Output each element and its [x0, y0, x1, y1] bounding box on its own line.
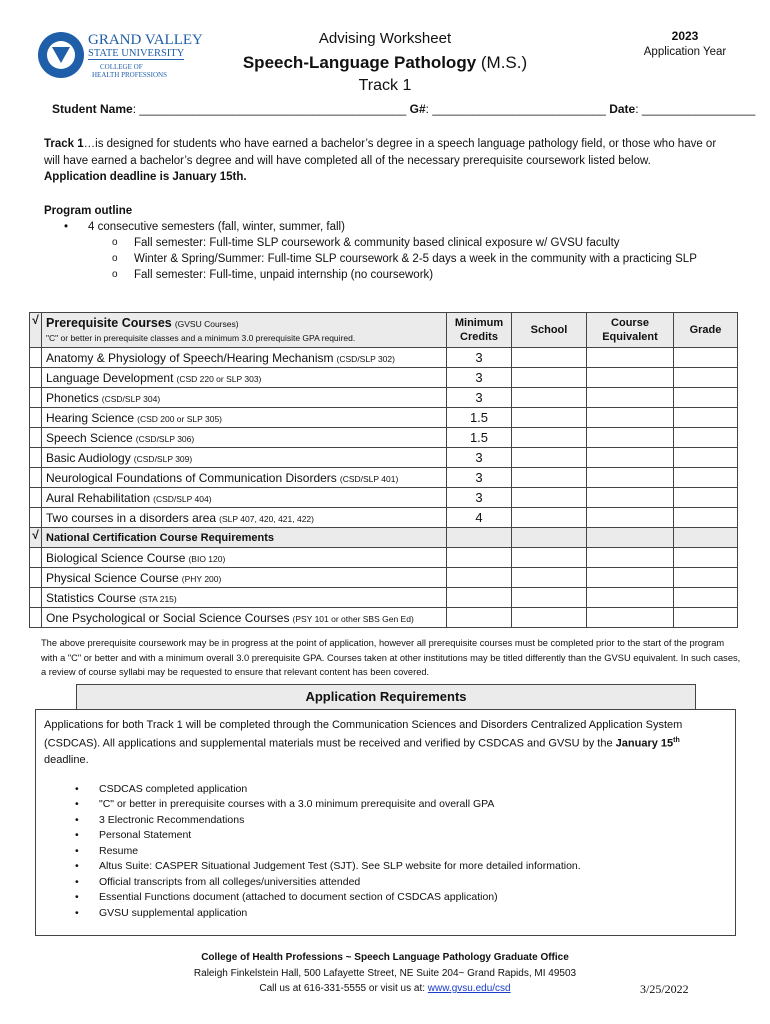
- student-name-label: Student Name: [52, 102, 133, 116]
- entry-cell[interactable]: [674, 348, 738, 368]
- entry-cell[interactable]: [587, 368, 674, 388]
- entry-cell[interactable]: [674, 548, 738, 568]
- cell: [674, 528, 738, 548]
- check-cell[interactable]: [30, 448, 42, 468]
- entry-cell[interactable]: [587, 448, 674, 468]
- course-name: [42, 508, 447, 528]
- entry-cell[interactable]: [587, 588, 674, 608]
- course-code: (CSD 200 or SLP 305): [137, 413, 223, 424]
- table-row: [30, 588, 738, 608]
- deadline-note: Application deadline is January 15th.: [44, 171, 247, 183]
- check-cell[interactable]: [30, 488, 42, 508]
- min-credits: 1.5: [447, 428, 512, 448]
- entry-cell[interactable]: [512, 448, 587, 468]
- course-title: Physical Science Course: [46, 570, 179, 585]
- check-cell[interactable]: [30, 408, 42, 428]
- entry-cell[interactable]: [674, 568, 738, 588]
- g-number-field[interactable]: : __________________________: [425, 102, 606, 116]
- requirement-item: • Resume: [99, 844, 727, 860]
- course-code: (PSY 101 or other SBS Gen Ed): [292, 613, 414, 624]
- course-title: Two courses in a disorders area: [46, 510, 217, 525]
- student-info-line: [52, 102, 755, 116]
- application-requirements-box: [35, 709, 736, 936]
- check-cell[interactable]: [30, 348, 42, 368]
- logo-text: GRAND VALLEY: [88, 32, 203, 48]
- min-credits: 3: [447, 448, 512, 468]
- equivalent-header: Course Equivalent: [587, 313, 674, 348]
- entry-cell[interactable]: [512, 408, 587, 428]
- check-cell[interactable]: [30, 428, 42, 448]
- entry-cell[interactable]: [587, 488, 674, 508]
- logo-text: COLLEGE OF: [100, 63, 143, 71]
- entry-cell[interactable]: [674, 428, 738, 448]
- entry-cell[interactable]: [587, 508, 674, 528]
- course-code: (BIO 120): [188, 553, 226, 564]
- national-section-title: National Certification Course Requirements: [42, 528, 447, 548]
- footer-call: Call us at 616-331-5555 or visit us at:: [259, 983, 428, 994]
- course-code: (CSD 220 or SLP 303): [176, 373, 262, 384]
- min-credits: 3: [447, 368, 512, 388]
- requirement-item: • Personal Statement: [99, 828, 727, 844]
- check-cell[interactable]: [30, 368, 42, 388]
- course-name: [42, 348, 447, 368]
- entry-cell[interactable]: [587, 348, 674, 368]
- csd-website-link[interactable]: www.gvsu.edu/csd: [427, 983, 511, 994]
- requirement-item: • Altus Suite: CASPER Situational Judgement Test (SJT). See SLP website for more detailed information.: [99, 859, 727, 875]
- entry-cell[interactable]: [674, 408, 738, 428]
- prereq-subnote: "C" or better in prerequisite classes and a minimum 3.0 prerequisite GPA required.: [46, 332, 356, 343]
- outline-sub-item: o Fall semester: Full-time SLP coursework & community based clinical exposure w/ GVSU faculty: [134, 235, 697, 251]
- course-title: Basic Audiology: [46, 450, 131, 465]
- worksheet-subtitle: Advising Worksheet: [318, 30, 452, 47]
- course-table: [29, 312, 738, 628]
- program-outline: [44, 203, 697, 283]
- course-code: (CSD/SLP 404): [153, 493, 212, 504]
- track-label: Track 1: [358, 77, 412, 94]
- min-credits[interactable]: [447, 588, 512, 608]
- check-cell[interactable]: [30, 468, 42, 488]
- entry-cell[interactable]: [587, 548, 674, 568]
- g-number-label: G#: [409, 102, 426, 116]
- min-credits: 3: [447, 348, 512, 368]
- course-title: Biological Science Course: [46, 550, 186, 565]
- logo-text: STATE UNIVERSITY: [88, 48, 185, 59]
- course-name: [42, 408, 447, 428]
- min-credits: 3: [447, 388, 512, 408]
- requirement-item: • Official transcripts from all colleges/universities attended: [99, 875, 727, 891]
- requirement-item: • GVSU supplemental application: [99, 906, 727, 922]
- table-row: [30, 428, 738, 448]
- course-title: Aural Rehabilitation: [46, 490, 151, 505]
- school-header: School: [512, 313, 587, 348]
- course-code: (PHY 200): [181, 573, 222, 584]
- application-year: 2023: [671, 29, 699, 43]
- table-row: [30, 488, 738, 508]
- course-name: [42, 428, 447, 448]
- table-row: [30, 568, 738, 588]
- course-name: [42, 548, 447, 568]
- entry-cell[interactable]: [674, 368, 738, 388]
- intro-text: …is designed for students who have earned a bachelor’s degree in a speech language pathology field, or those who have or will have earned a bachelor’s degree and will have completed all of the necessary prerequisite coursework listed below.: [44, 138, 717, 167]
- date-field[interactable]: : _________________: [635, 102, 756, 116]
- check-cell[interactable]: [30, 548, 42, 568]
- course-title: Language Development: [46, 370, 174, 385]
- min-credits: 3: [447, 488, 512, 508]
- entry-cell[interactable]: [674, 588, 738, 608]
- app-text-end: deadline.: [44, 753, 89, 766]
- check-column-header: √: [30, 313, 42, 348]
- intro: [44, 136, 734, 186]
- entry-cell[interactable]: [512, 368, 587, 388]
- entry-cell[interactable]: [674, 488, 738, 508]
- min-credits[interactable]: [447, 568, 512, 588]
- course-code: (CSD/SLP 309): [133, 453, 193, 464]
- entry-cell[interactable]: [512, 568, 587, 588]
- check-cell[interactable]: [30, 588, 42, 608]
- entry-cell[interactable]: [587, 428, 674, 448]
- outline-bullet: • 4 consecutive semesters (fall, winter, summer, fall): [88, 219, 697, 235]
- app-text: Applications for both Track 1 will be completed through the Communication Sciences and Disorders Centralized Application System (CSDCAS). All applications and supplemental materials must be received and verified by CSDCAS and GVSU by the: [44, 719, 683, 750]
- entry-cell[interactable]: [512, 608, 587, 628]
- title-bold: Speech-Language Pathology: [242, 53, 477, 72]
- requirement-item: • 3 Electronic Recommendations: [99, 813, 727, 829]
- entry-cell[interactable]: [512, 588, 587, 608]
- course-name: [42, 608, 447, 628]
- title-suffix: (M.S.): [476, 53, 528, 72]
- requirement-item: • "C" or better in prerequisite courses with a 3.0 minimum prerequisite and overall GPA: [99, 797, 727, 813]
- table-row: [30, 408, 738, 428]
- course-title: One Psychological or Social Science Courses: [46, 610, 290, 625]
- course-code: (SLP 407, 420, 421, 422): [219, 513, 314, 524]
- course-title: Neurological Foundations of Communication Disorders: [46, 470, 337, 485]
- entry-cell[interactable]: [587, 468, 674, 488]
- cell: [587, 528, 674, 548]
- course-name: [42, 388, 447, 408]
- prereq-note: The above prerequisite coursework may be in progress at the point of application, however all prerequisite courses must be completed prior to the start of the program with a "C" or better and with a minimum overall 3.0 prerequisite GPA. Courses taken at other institutions may be titled differently than the GVSU equivalent. In such cases, a review of course syllabi may be requested to ensure that relevant content has been covered.: [41, 638, 741, 677]
- min-credits: 3: [447, 468, 512, 488]
- cell: [512, 528, 587, 548]
- intro-lead: Track 1: [44, 138, 84, 150]
- check-cell[interactable]: [30, 608, 42, 628]
- table-row: [30, 368, 738, 388]
- course-code: (CSD/SLP 304): [101, 393, 161, 404]
- program-outline-heading: Program outline: [44, 205, 133, 217]
- course-title: Speech Science: [46, 430, 133, 445]
- course-name: [42, 588, 447, 608]
- footer-office: College of Health Professions ~ Speech Language Pathology Graduate Office: [201, 952, 569, 963]
- entry-cell[interactable]: [587, 388, 674, 408]
- course-name: [42, 488, 447, 508]
- table-row: [30, 348, 738, 368]
- entry-cell[interactable]: [512, 508, 587, 528]
- entry-cell[interactable]: [674, 468, 738, 488]
- table-row: [30, 508, 738, 528]
- cell: [447, 528, 512, 548]
- entry-cell[interactable]: [512, 428, 587, 448]
- check-cell[interactable]: [30, 568, 42, 588]
- grade-header: Grade: [674, 313, 738, 348]
- prereq-title-note: (GVSU Courses): [174, 318, 239, 329]
- table-row: [30, 548, 738, 568]
- check-cell[interactable]: [30, 388, 42, 408]
- app-deadline: January 15: [615, 737, 674, 750]
- date-label: Date: [609, 102, 636, 116]
- course-code: (CSD/SLP 306): [135, 433, 195, 444]
- application-year-label: Application Year: [643, 46, 727, 58]
- outline-sub-item: o Winter & Spring/Summer: Full-time SLP coursework & 2-5 days a week in the community with a practicing SLP: [134, 251, 697, 267]
- course-code: (CSD/SLP 401): [339, 473, 399, 484]
- table-row: [30, 448, 738, 468]
- app-deadline-sup: th: [673, 737, 680, 744]
- min-credits: 1.5: [447, 408, 512, 428]
- entry-cell[interactable]: [512, 348, 587, 368]
- entry-cell[interactable]: [587, 408, 674, 428]
- course-code: (STA 215): [139, 593, 177, 604]
- check-cell[interactable]: [30, 508, 42, 528]
- course-name: [42, 448, 447, 468]
- course-title: Anatomy & Physiology of Speech/Hearing Mechanism: [46, 350, 334, 365]
- requirement-item: • CSDCAS completed application: [99, 782, 727, 798]
- outline-sub-item: o Fall semester: Full-time, unpaid internship (no coursework): [134, 267, 697, 283]
- entry-cell[interactable]: [587, 568, 674, 588]
- min-credits[interactable]: [447, 608, 512, 628]
- entry-cell[interactable]: [512, 388, 587, 408]
- course-title: Hearing Science: [46, 410, 135, 425]
- course-name: [42, 368, 447, 388]
- entry-cell[interactable]: [512, 548, 587, 568]
- entry-cell[interactable]: [587, 608, 674, 628]
- entry-cell[interactable]: [674, 608, 738, 628]
- credits-header: Minimum Credits: [447, 313, 512, 348]
- prereq-title: Prerequisite Courses: [46, 315, 172, 330]
- student-name-field[interactable]: : ________________________________________: [132, 102, 407, 116]
- check-mark: √: [30, 528, 42, 548]
- entry-cell[interactable]: [674, 448, 738, 468]
- course-code: (CSD/SLP 302): [336, 353, 395, 364]
- course-name: [42, 468, 447, 488]
- entry-cell[interactable]: [674, 388, 738, 408]
- entry-cell[interactable]: [512, 468, 587, 488]
- course-title: Statistics Course: [46, 590, 137, 605]
- footer-address: Raleigh Finkelstein Hall, 500 Lafayette Street, NE Suite 204~ Grand Rapids, MI 49503: [193, 968, 577, 979]
- entry-cell[interactable]: [674, 508, 738, 528]
- course-title: Phonetics: [46, 390, 99, 405]
- revision-date: 3/25/2022: [640, 982, 689, 996]
- entry-cell[interactable]: [512, 488, 587, 508]
- min-credits[interactable]: [447, 548, 512, 568]
- table-row: [30, 388, 738, 408]
- min-credits: 4: [447, 508, 512, 528]
- table-row: [30, 468, 738, 488]
- logo-text: HEALTH PROFESSIONS: [92, 71, 168, 79]
- application-requirements-heading: Application Requirements: [76, 684, 696, 710]
- prereq-header: [42, 313, 447, 348]
- requirement-item: • Essential Functions document (attached to document section of CSDCAS application): [99, 890, 727, 906]
- table-row: [30, 608, 738, 628]
- course-name: [42, 568, 447, 588]
